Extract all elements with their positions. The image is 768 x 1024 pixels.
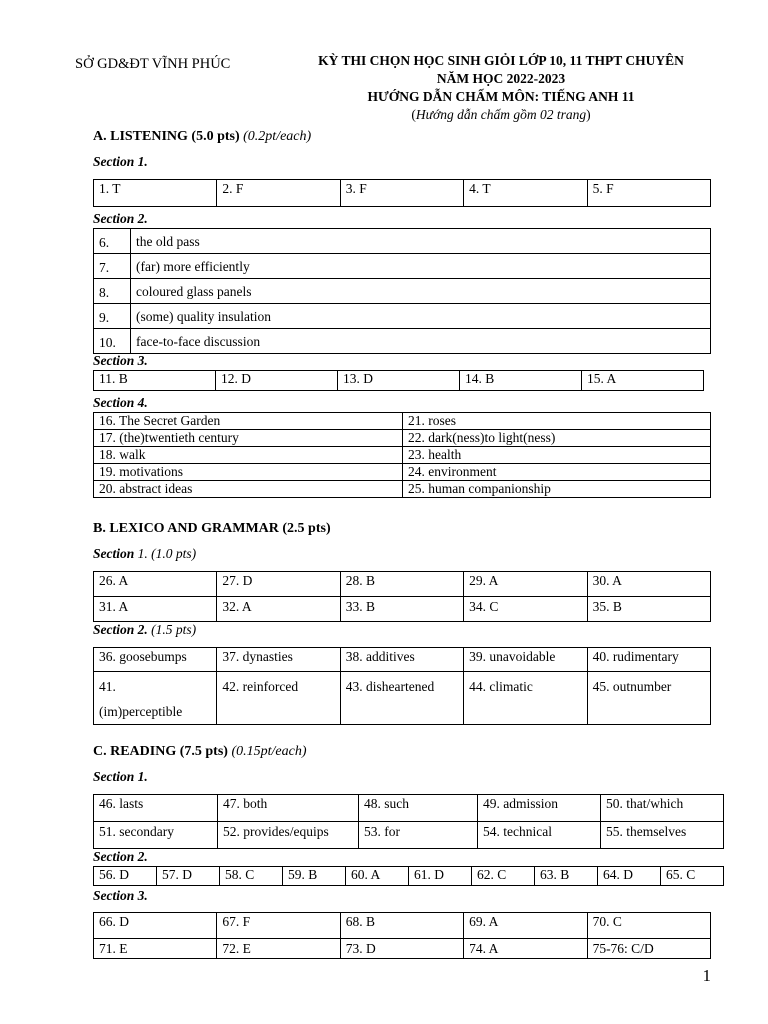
reading-section2-table: [93, 866, 724, 886]
answer-cell: 11. B: [94, 371, 216, 391]
answer-cell: 67. F: [217, 913, 340, 939]
department-name: SỞ GD&ĐT VĨNH PHÚC: [75, 56, 231, 72]
answer-cell: 3. F: [340, 180, 463, 207]
answer-cell: 49. admission: [478, 795, 601, 822]
listening-section2-table: [93, 228, 711, 354]
lexico-section2-table: [93, 647, 711, 725]
answer-cell: 12. D: [216, 371, 338, 391]
question-number: 10.: [94, 329, 131, 354]
answer-cell: 35. B: [587, 597, 710, 622]
listening-heading: A. LISTENING (5.0 pts) (0.2pt/each): [93, 129, 312, 144]
question-number: 7.: [94, 254, 131, 279]
answer-cell: 51. secondary: [94, 822, 218, 849]
answer-cell: 36. goosebumps: [94, 648, 217, 672]
listening-section1-table: [93, 179, 711, 207]
lexico-section2-label: Section 2. (1.5 pts): [93, 622, 197, 637]
listening-section2-label: Section 2.: [93, 211, 148, 226]
answer-cell: 52. provides/equips: [218, 822, 359, 849]
answer-cell: 4. T: [464, 180, 587, 207]
answer-cell: 66. D: [94, 913, 217, 939]
lexico-heading: B. LEXICO AND GRAMMAR (2.5 pts): [93, 521, 331, 536]
answer-cell: 31. A: [94, 597, 217, 622]
question-number: 6.: [94, 229, 131, 254]
answer-cell: 32. A: [217, 597, 340, 622]
answer-cell: 16. The Secret Garden: [94, 413, 403, 430]
reading-section3-table: [93, 912, 711, 959]
answer-cell: 48. such: [359, 795, 478, 822]
guide-title: HƯỚNG DẪN CHẤM MÔN: TIẾNG ANH 11: [367, 89, 635, 104]
answer-cell: 42. reinforced: [217, 672, 340, 725]
answer-cell: 54. technical: [478, 822, 601, 849]
page-count-note: (Hướng dẫn chấm gồm 02 trang): [411, 107, 591, 122]
answer-cell: 43. disheartened: [340, 672, 463, 725]
reading-heading: C. READING (7.5 pts) (0.15pt/each): [93, 744, 307, 759]
answer-cell: 18. walk: [94, 447, 403, 464]
answer-cell: coloured glass panels: [131, 279, 711, 304]
school-year: NĂM HỌC 2022-2023: [436, 71, 566, 86]
answer-cell: 64. D: [598, 867, 661, 886]
answer-cell: 58. C: [220, 867, 283, 886]
exam-header: [268, 52, 734, 124]
answer-cell: 29. A: [464, 572, 587, 597]
answer-cell: 63. B: [535, 867, 598, 886]
answer-cell: 50. that/which: [601, 795, 724, 822]
answer-cell: 38. additives: [340, 648, 463, 672]
page-number: 1: [702, 966, 711, 985]
answer-cell: 33. B: [340, 597, 463, 622]
listening-section1-label: Section 1.: [93, 154, 148, 169]
answer-cell: 5. F: [587, 180, 710, 207]
answer-cell: 13. D: [338, 371, 460, 391]
answer-cell: 75-76: C/D: [587, 939, 710, 959]
answer-cell: 41. (im)perceptible: [94, 672, 217, 725]
answer-cell: 60. A: [346, 867, 409, 886]
question-number: 8.: [94, 279, 131, 304]
answer-cell: 56. D: [94, 867, 157, 886]
answer-cell: 24. environment: [403, 464, 711, 481]
answer-cell: 27. D: [217, 572, 340, 597]
listening-section4-label: Section 4.: [93, 395, 148, 410]
answer-cell: 26. A: [94, 572, 217, 597]
lexico-section1-table: [93, 571, 711, 622]
listening-section3-label: Section 3.: [93, 353, 148, 368]
answer-cell: 53. for: [359, 822, 478, 849]
answer-cell: 70. C: [587, 913, 710, 939]
answer-cell: 19. motivations: [94, 464, 403, 481]
answer-cell: 45. outnumber: [587, 672, 710, 725]
answer-cell: 74. A: [464, 939, 587, 959]
reading-section3-label: Section 3.: [93, 888, 148, 903]
answer-cell: (some) quality insulation: [131, 304, 711, 329]
reading-section2-label: Section 2.: [93, 849, 148, 864]
answer-cell: 1. T: [94, 180, 217, 207]
answer-cell: 65. C: [661, 867, 724, 886]
question-number: 9.: [94, 304, 131, 329]
answer-cell: 72. E: [217, 939, 340, 959]
listening-section4-table: [93, 412, 711, 498]
answer-cell: 61. D: [409, 867, 472, 886]
answer-cell: 39. unavoidable: [464, 648, 587, 672]
listening-section3-table: [93, 370, 704, 391]
answer-cell: 28. B: [340, 572, 463, 597]
answer-cell: 69. A: [464, 913, 587, 939]
exam-title: KỲ THI CHỌN HỌC SINH GIỎI LỚP 10, 11 THPT CHUYÊN: [318, 53, 684, 68]
answer-cell: 15. A: [582, 371, 704, 391]
answer-cell: 25. human companionship: [403, 481, 711, 498]
answer-cell: 22. dark(ness)to light(ness): [403, 430, 711, 447]
answer-cell: 14. B: [460, 371, 582, 391]
answer-cell: 46. lasts: [94, 795, 218, 822]
answer-cell: face-to-face discussion: [131, 329, 711, 354]
answer-cell: 73. D: [340, 939, 463, 959]
answer-cell: 17. (the)twentieth century: [94, 430, 403, 447]
lexico-section1-label: Section 1. (1.0 pts): [93, 546, 197, 561]
answer-cell: 47. both: [218, 795, 359, 822]
answer-cell: 20. abstract ideas: [94, 481, 403, 498]
answer-cell: (far) more efficiently: [131, 254, 711, 279]
reading-section1-label: Section 1.: [93, 769, 148, 784]
reading-section1-table: [93, 794, 724, 849]
answer-cell: 2. F: [217, 180, 340, 207]
answer-cell: 57. D: [157, 867, 220, 886]
answer-cell: 34. C: [464, 597, 587, 622]
answer-cell: the old pass: [131, 229, 711, 254]
answer-cell: 71. E: [94, 939, 217, 959]
answer-cell: 21. roses: [403, 413, 711, 430]
answer-cell: 55. themselves: [601, 822, 724, 849]
answer-cell: 30. A: [587, 572, 710, 597]
answer-cell: 62. C: [472, 867, 535, 886]
answer-cell: 23. health: [403, 447, 711, 464]
answer-cell: 68. B: [340, 913, 463, 939]
answer-cell: 59. B: [283, 867, 346, 886]
answer-cell: 44. climatic: [464, 672, 587, 725]
answer-cell: 37. dynasties: [217, 648, 340, 672]
answer-cell: 40. rudimentary: [587, 648, 710, 672]
